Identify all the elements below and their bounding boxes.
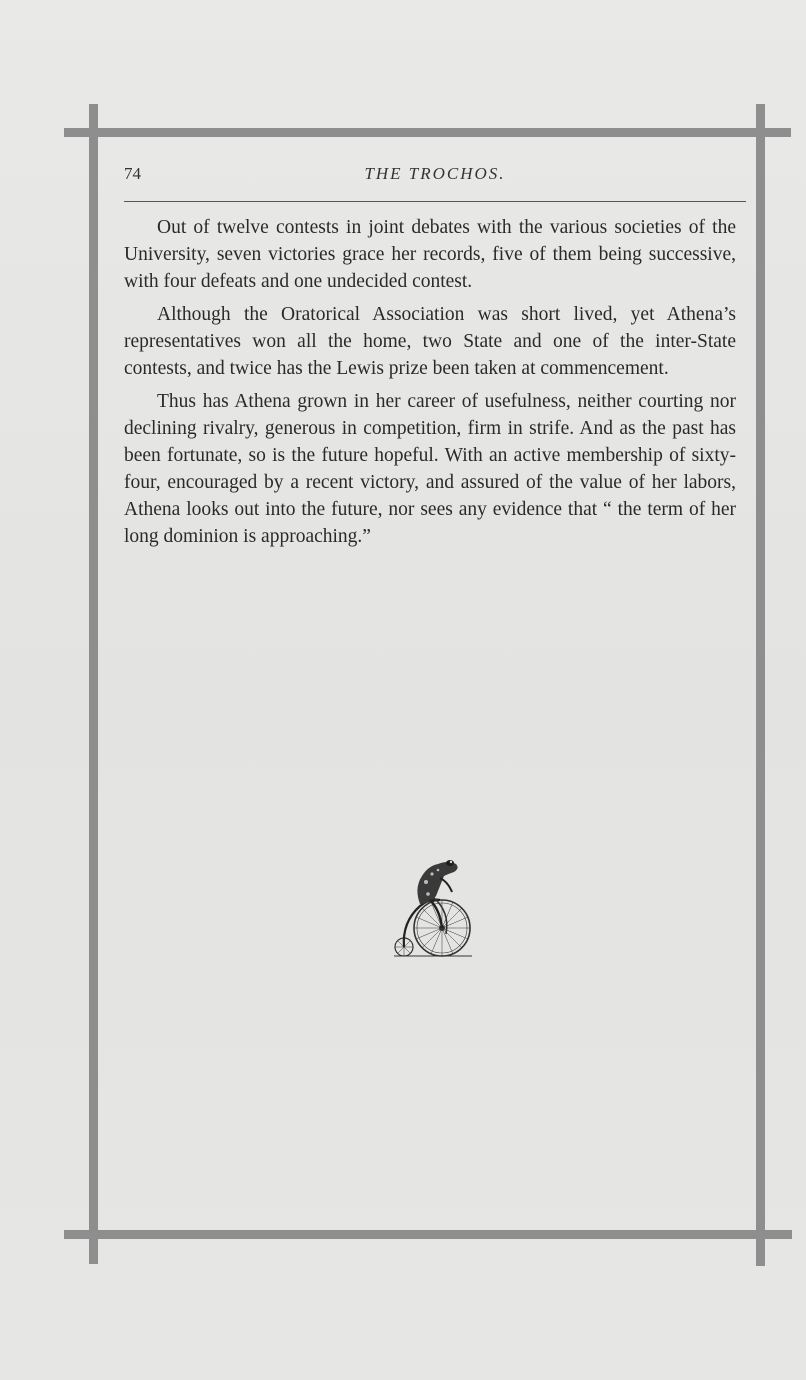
running-title: THE TROCHOS. — [364, 164, 506, 183]
paragraph: Out of twelve contests in joint debates with the various societies of the University, seven victories grace her records, five of them being successive, with four defeats and one undecided contest. — [124, 217, 736, 292]
left-border-rule — [89, 104, 98, 1264]
top-border-rule — [64, 128, 791, 137]
page-number: 74 — [124, 164, 141, 183]
header-rule — [124, 201, 746, 202]
running-head — [124, 164, 746, 190]
paragraph: Although the Oratorical Association was short lived, yet Athena’s representatives won all the home, two State and one of the inter-State contests, and twice has the Lewis prize been taken at commencement. — [124, 304, 736, 379]
frog-on-penny-farthing-icon — [390, 852, 476, 960]
right-border-rule — [756, 104, 765, 1266]
paragraph: Thus has Athena grown in her career of usefulness, neither courting nor declining rivalry, generous in competition, firm in strife. And as the past has been fortunate, so is the future hopeful. With an active membership of sixty-four, encouraged by a recent victory, and assured of the value of her labors, Athena looks out into the future, nor sees any evidence that “ the term of her long dominion is approaching.” — [124, 391, 736, 547]
body-text — [124, 214, 736, 556]
bottom-border-rule — [64, 1230, 792, 1239]
